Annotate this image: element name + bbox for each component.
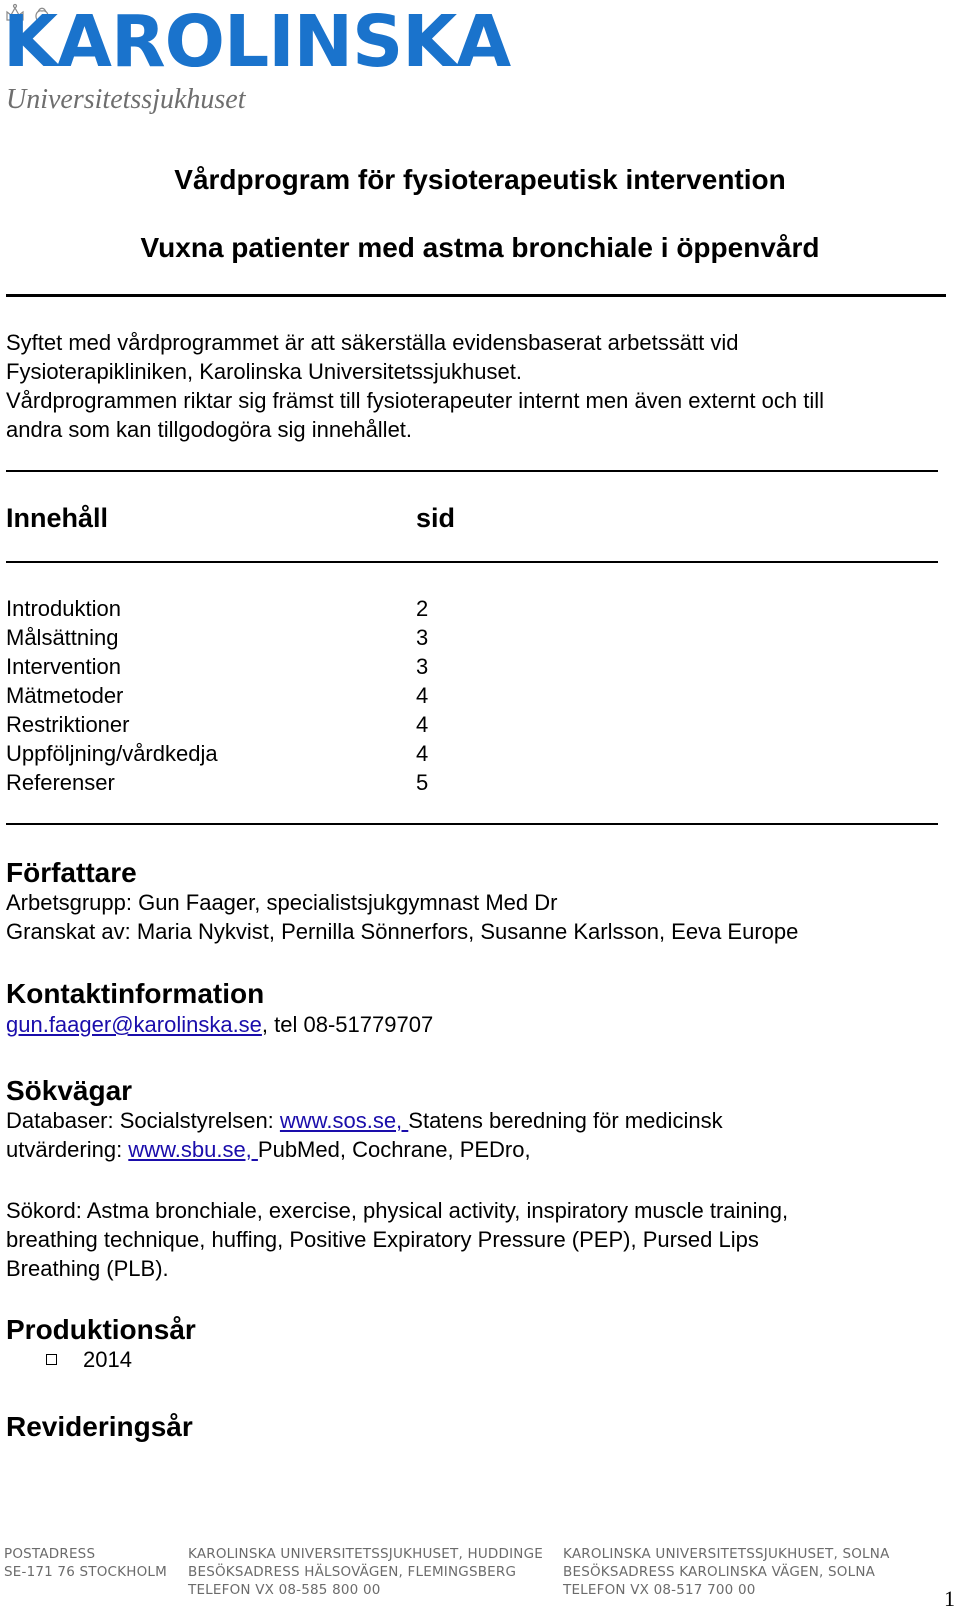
toc-item-page: 3 — [416, 654, 429, 679]
authors-heading: Författare — [6, 857, 137, 888]
footer-postal — [4, 1545, 167, 1581]
footer-line: POSTADRESS — [4, 1546, 96, 1562]
production-heading: Produktionsår — [6, 1314, 196, 1345]
toc-page-heading: sid — [416, 503, 456, 533]
intro-paragraph — [6, 328, 946, 444]
toc-item-page: 4 — [416, 741, 429, 766]
intro-line: Vårdprogrammen riktar sig främst till fysioterapeuter internt men även externt och till — [6, 388, 824, 413]
search-paths-prefix: Databaser: Socialstyrelsen: — [6, 1108, 280, 1133]
keywords-line: Sökord: Astma bronchiale, exercise, physical activity, inspiratory muscle training, — [6, 1198, 789, 1223]
authors-text — [6, 888, 946, 946]
search-paths-prefix: utvärdering: — [6, 1137, 129, 1162]
footer-line: BESÖKSADRESS HÄLSOVÄGEN, FLEMINGSBERG — [188, 1564, 517, 1580]
production-year: 2014 — [83, 1347, 132, 1372]
contact-text — [6, 1010, 946, 1039]
revision-heading: Revideringsår — [6, 1411, 193, 1442]
footer-solna — [563, 1545, 890, 1599]
authors-line: Arbetsgrupp: Gun Faager, specialistsjukgymnast Med Dr — [6, 890, 558, 915]
toc-item-page: 2 — [416, 596, 429, 621]
toc-item-page: 4 — [416, 683, 429, 708]
toc-item-label: Intervention — [6, 654, 121, 679]
footer-line: KAROLINSKA UNIVERSITETSSJUKHUSET, SOLNA — [563, 1546, 890, 1562]
search-paths-text — [6, 1106, 946, 1164]
sbu-link[interactable]: www.sbu.se, — [128, 1137, 258, 1162]
divider — [6, 470, 938, 472]
toc-item-page: 4 — [416, 712, 429, 737]
sos-link[interactable]: www.sos.se, — [279, 1108, 409, 1133]
phone-text: , tel 08-51779707 — [261, 1012, 434, 1037]
toc-item-page: 3 — [416, 625, 429, 650]
toc-list — [6, 594, 466, 797]
toc-item[interactable] — [6, 768, 466, 797]
toc-item-label: Mätmetoder — [6, 683, 124, 708]
page-number: 1 — [944, 1586, 955, 1611]
intro-line: Syftet med vårdprogrammet är att säkerställa evidensbaserat arbetssätt vid — [6, 330, 739, 355]
checkbox-bullet-icon — [46, 1354, 57, 1365]
keywords-line: Breathing (PLB). — [6, 1256, 169, 1281]
authors-line: Granskat av: Maria Nykvist, Pernilla Sönnerfors, Susanne Karlsson, Eeva Europe — [6, 919, 799, 944]
divider — [6, 294, 946, 297]
contact-heading: Kontaktinformation — [6, 978, 265, 1009]
keywords-line: breathing technique, huffing, Positive Expiratory Pressure (PEP), Pursed Lips — [6, 1227, 759, 1252]
toc-item[interactable] — [6, 710, 466, 739]
search-paths-line — [6, 1135, 946, 1164]
toc-item[interactable] — [6, 681, 466, 710]
document-title: Vårdprogram för fysioterapeutisk intervention — [174, 164, 786, 195]
document-subtitle: Vuxna patienter med astma bronchiale i öppenvård — [140, 232, 820, 263]
toc-item-label: Introduktion — [6, 596, 121, 621]
keywords-text — [6, 1196, 946, 1283]
toc-item-label: Restriktioner — [6, 712, 130, 737]
toc-item-label: Uppföljning/vårdkedja — [6, 741, 218, 766]
logo-subtitle: Universitetssjukhuset — [6, 84, 246, 115]
logo-wordmark: KAROLINSKA — [3, 0, 511, 83]
footer-line: TELEFON VX 08-517 700 00 — [563, 1582, 756, 1598]
footer-line: TELEFON VX 08-585 800 00 — [188, 1582, 381, 1598]
search-paths-suffix: PubMed, Cochrane, PEDro, — [257, 1137, 531, 1162]
intro-line: andra som kan tillgodogöra sig innehållet. — [6, 417, 413, 442]
toc-item[interactable] — [6, 623, 466, 652]
toc-item[interactable] — [6, 652, 466, 681]
email-link[interactable]: gun.faager@karolinska.se — [6, 1012, 262, 1037]
search-paths-suffix: Statens beredning för medicinsk — [408, 1108, 723, 1133]
toc-heading: Innehåll — [6, 503, 109, 533]
search-paths-line — [6, 1106, 946, 1135]
footer-huddinge — [188, 1545, 543, 1599]
divider — [6, 561, 938, 563]
toc-item-page: 5 — [416, 770, 429, 795]
divider — [6, 823, 938, 825]
intro-line: Fysioterapikliniken, Karolinska Universitetssjukhuset. — [6, 359, 522, 384]
production-item — [46, 1345, 132, 1374]
toc-item-label: Målsättning — [6, 625, 119, 650]
footer-line: SE-171 76 STOCKHOLM — [4, 1564, 167, 1580]
footer-line: BESÖKSADRESS KAROLINSKA VÄGEN, SOLNA — [563, 1564, 876, 1580]
footer-line: KAROLINSKA UNIVERSITETSSJUKHUSET, HUDDINGE — [188, 1546, 543, 1562]
toc-item[interactable] — [6, 594, 466, 623]
toc-item[interactable] — [6, 739, 466, 768]
toc-item-label: Referenser — [6, 770, 115, 795]
search-paths-heading: Sökvägar — [6, 1075, 133, 1106]
